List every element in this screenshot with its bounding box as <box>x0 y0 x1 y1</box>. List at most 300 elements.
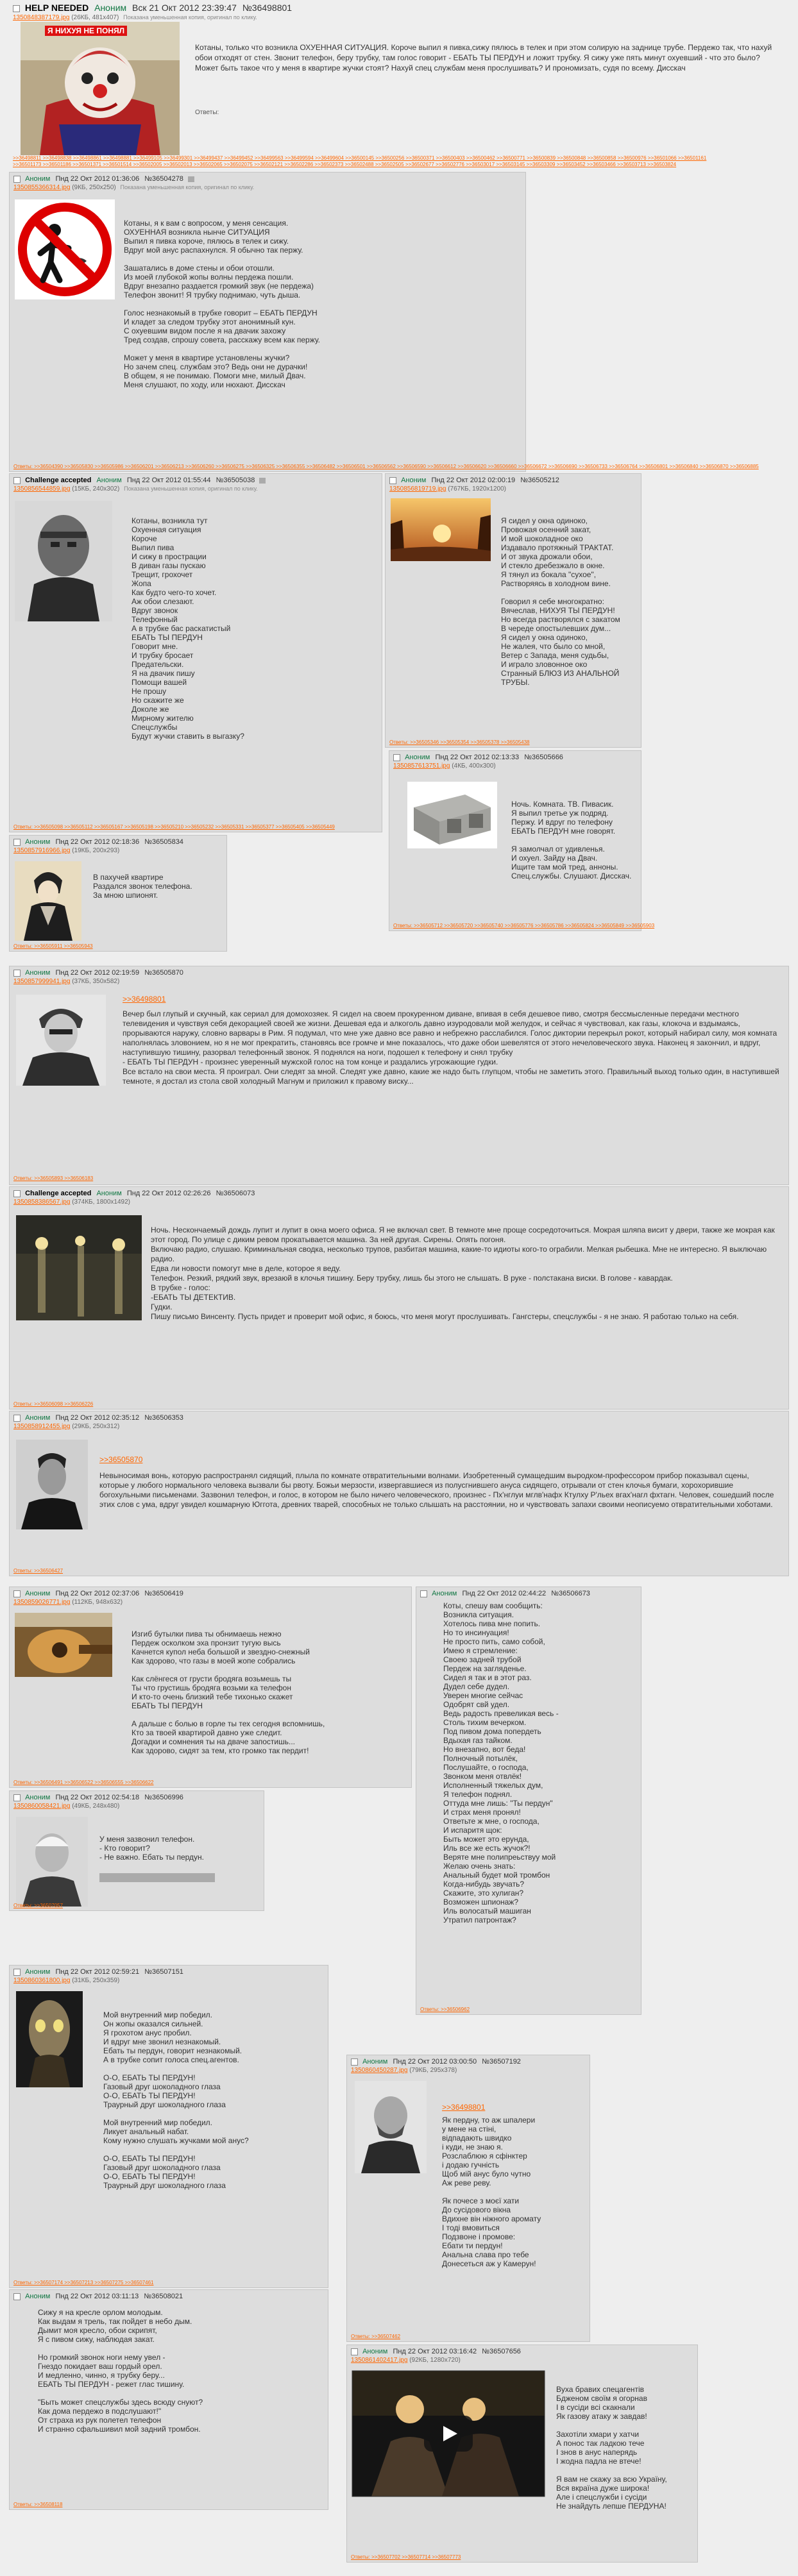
post-name: Аноним <box>432 1590 457 1597</box>
post-name: Аноним <box>25 175 51 183</box>
message-line: Своею задней трубой <box>443 1655 522 1664</box>
post-number[interactable]: №36505038 <box>216 476 255 484</box>
post-file-link[interactable]: 1350858386567.jpg <box>13 1199 71 1206</box>
post-message <box>442 2094 584 2277</box>
post-file-meta: (19КБ, 200x293) <box>72 847 120 854</box>
message-line: Утратил патронтаж? <box>443 1915 516 1924</box>
message-line: "Быть может спецслужбы здесь всюду снуют? <box>38 2398 203 2407</box>
message-line <box>38 2389 320 2398</box>
message-line: Аж обои слезают. <box>132 597 194 606</box>
message-line: ЕБАТЬ ТЫ ПЕРДУН <box>132 633 203 642</box>
message-line: Возникла ситуация. <box>443 1610 514 1619</box>
post-file-link[interactable]: 1350858912455.jpg <box>13 1423 71 1430</box>
post-image[interactable] <box>15 501 112 621</box>
message-line <box>124 255 522 264</box>
post-answers[interactable]: Ответы: >>36505098 >>36505112 >>36505167 >>36505198 >>36505210 >>36505232 >>36505331 >>36505377 >>36505405 >>36505449 <box>13 824 335 830</box>
message-line: Дудел себе дудел. <box>443 1682 510 1691</box>
post-message <box>511 800 637 880</box>
message-line: ОХУЕННАЯ возникла нынче СИТУАЦИЯ <box>124 228 270 237</box>
post-date: Пнд 22 Окт 2012 01:36:06 <box>55 175 140 183</box>
post-file-meta: (79КБ, 295x378) <box>409 2067 457 2074</box>
post-date: Пнд 22 Окт 2012 02:54:18 <box>55 1794 140 1801</box>
message-line: Странный БЛЮЗ ИЗ АНАЛЬНОЙ ТРУБЫ. <box>501 669 620 687</box>
post-date: Пнд 22 Окт 2012 02:26:26 <box>126 1190 211 1197</box>
message-line: О-О, ЕБАТЬ ТЫ ПЕРДУН! <box>103 2172 196 2181</box>
post-checkbox[interactable] <box>13 970 21 977</box>
message-line: Ликует анальный набат. <box>103 2127 189 2136</box>
message-line: Вся вкраїна дуже широка! <box>556 2484 650 2493</box>
message-line: Коты, спешу вам сообщить: <box>443 1601 543 1610</box>
post-file-link[interactable]: 1350857613751.jpg <box>393 762 450 770</box>
message-line: Ведь радость превеликая весь - <box>443 1709 559 1718</box>
post-message <box>99 1455 779 1510</box>
message-line: Ищите там мой тред, анноны. <box>511 863 618 871</box>
post-checkbox[interactable] <box>13 1415 21 1422</box>
post-36505038 <box>9 473 382 832</box>
post-number[interactable]: №36508021 <box>144 2293 183 2300</box>
message-line: Не прошу <box>132 687 167 696</box>
post-36506419 <box>9 1587 412 1788</box>
post-answers[interactable]: Ответы: >>36507174 >>36507213 >>36507275 >>36507461 <box>13 2280 154 2286</box>
message-line: Я тянул из бокала "сухое", <box>501 570 597 579</box>
op-checkbox[interactable] <box>13 5 20 12</box>
message-line: О-О, ЕБАТЬ ТЫ ПЕРДУН! <box>103 2154 196 2163</box>
post-image[interactable] <box>16 995 106 1086</box>
post-answers[interactable]: Ответы: >>36504390 >>36505830 >>36505986 >>36506201 >>36506213 >>36506260 >>36506275 >>36506325 >>36506355 >>36506482 >>36506501 >>36506562 >>36506590 >>36506612 >>36506620 >>36506660 >>36506672 >>36506690 >>36506733 >>36506764 >>36506801 >>36506840 >>36506870 >>36506885 <box>13 464 759 469</box>
post-file-meta: (767КБ, 1920x1200) <box>448 485 506 492</box>
message-line: Вдруг звонок <box>132 606 178 615</box>
post-reply-link[interactable]: >>36505870 <box>99 1455 143 1464</box>
post-number[interactable]: №36506996 <box>144 1794 183 1801</box>
post-progress-bar <box>99 1873 215 1882</box>
message-line: И сижу в прострации <box>132 552 207 561</box>
post-file-link[interactable]: 1350857999941.jpg <box>13 978 71 985</box>
message-line <box>132 1665 406 1674</box>
message-line: Но зачем спец. службам это? Ведь они не дурачки! <box>124 362 308 371</box>
post-36505666 <box>389 750 655 931</box>
message-line: Из моей глубокой жопы волны пердежа пошли. <box>124 273 294 282</box>
message-line: Будут жучки ставить в выгазку? <box>132 732 244 741</box>
post-36506353 <box>9 1411 789 1576</box>
post-answers[interactable]: Ответы: >>36508118 <box>13 2502 63 2507</box>
message-line: Как будто чего-то хочет. <box>132 588 217 597</box>
message-line: И страх меня пронял! <box>443 1808 521 1817</box>
post-date: Пнд 22 Окт 2012 02:44:22 <box>462 1590 547 1597</box>
message-line: Телефон звонит! Я трубку поднимаю, чуть дыша. <box>124 290 301 299</box>
message-line: Догадки и сомнения ты на двачe запостишь... <box>132 1737 295 1746</box>
post-number[interactable]: №36506673 <box>551 1590 590 1597</box>
post-file-meta: (4КБ, 400x300) <box>452 762 496 770</box>
message-line: Спецслужбы <box>132 723 178 732</box>
post-checkbox[interactable] <box>13 1590 21 1597</box>
post-checkbox[interactable] <box>13 1794 21 1801</box>
post-checkbox[interactable] <box>351 2058 358 2066</box>
post-checkbox[interactable] <box>389 477 396 484</box>
post-image[interactable] <box>15 861 81 941</box>
post-image[interactable] <box>16 1440 88 1529</box>
message-line: И трубку бросает <box>132 651 194 660</box>
message-line: Он жопы оказался сильней. <box>103 2019 203 2028</box>
op-image-caption: Я НИХУЯ НЕ ПОНЯЛ <box>45 26 127 36</box>
message-line: И медленно, чинно, я трубку беру... <box>38 2371 165 2380</box>
post-image[interactable] <box>16 1817 88 1907</box>
message-line: Иль волосатый машиган <box>443 1907 531 1915</box>
post-text: Вечер был глупый и скучный, как сериал для домохозяек. Я сидел на своем прокуренном диване, впивая в себя дешевое пиво, смотря бессмысленные передачи местного телевидения и чувствуя себя декорацией своей же жизни. Дешевая еда и алкоголь давно изуродовали мой желудок, и сейчас я чувствовал, как газы, клокоча и вздымаясь, прорываются наружу, словно варвары в Рим. Я подумал, что мне уже давно все равно и небрежно расслабился. Голос диктории перекрыл рокот, который набирал силу, моя комната наполнялась зловонием, но я не мог прекратить, становясь все громче и мне показалось, что даже обои шевелятся от этого нечеловеческого звука. Наконец я закончил, и вдруг, наступившую тишину, разорвал телефонный звонок. Я поднялся на ноги, подошел к телефону и снял трубку - ЕБАТЬ ТЫ ПЕРДУН - произнес уверенный мужской голос на том конце и раздались угрожающие гудки. Все встало на свои места. Я проиграл. Они следят за мной. Следят уже давно, какие же надо быть глупцом, чтобы не заметить этого. Правильный выход только один, в наступившей темноте, я достал из стола свой холодный Магнум и приложил к правому виску... <box>123 1009 779 1086</box>
message-line: Пержу. И вдруг по телефону <box>511 818 613 827</box>
message-line <box>511 836 637 845</box>
message-line: Я сидел у окна одиноко, <box>501 516 588 525</box>
message-line: Столь тихим вечерком. <box>443 1718 527 1727</box>
op-date: Вск 21 Окт 2012 23:39:47 <box>132 3 237 13</box>
message-line: Говорил я себе многократно: <box>501 597 604 606</box>
post-36508021 <box>9 2289 328 2510</box>
post-number[interactable]: №36506073 <box>216 1190 255 1197</box>
message-line: От страха из рук полетел телефон <box>38 2416 162 2425</box>
message-line: І знов в анус наперядь <box>556 2448 638 2457</box>
message-line: И стекло дребезжало в окне. <box>501 561 605 570</box>
post-file-meta: (29КБ, 250x312) <box>72 1423 120 1430</box>
post-answers[interactable]: Ответы: >>36505712 >>36505720 >>36505740 >>36505776 >>36505786 >>36505824 >>36505849 >>36505903 <box>393 923 655 929</box>
message-line: ЕБАТЬ ТЫ ПЕРДУН - режет глас тишину. <box>38 2380 185 2389</box>
message-line: Як газову атаку ж завдав! <box>556 2412 647 2421</box>
message-line: До сусідового вікна <box>442 2205 511 2214</box>
message-line: Ебать ты пердун, говорит незнакомый. <box>103 2046 242 2055</box>
message-line: Сижу я на кресле орлом молодым. <box>38 2308 163 2317</box>
message-line: І в сусіди всі скакнали <box>556 2403 635 2412</box>
post-checkbox[interactable] <box>13 176 21 183</box>
message-line <box>132 1710 406 1719</box>
post-checkbox[interactable] <box>393 754 400 761</box>
post-image[interactable] <box>15 1613 112 1677</box>
message-line: у мене на стіні, <box>442 2125 497 2134</box>
post-number[interactable]: №36505834 <box>144 838 183 846</box>
post-number[interactable]: №36504278 <box>144 175 183 183</box>
message-line: Телефонный <box>132 615 178 624</box>
post-file-hint: Показана уменьшенная копия, оригинал по клику. <box>124 485 258 492</box>
message-line: Провожая осенний закат, <box>501 525 591 534</box>
message-line: И испаритя щок: <box>443 1826 502 1835</box>
message-line <box>124 299 522 308</box>
post-name: Аноним <box>362 2348 388 2355</box>
message-line: Котаны, возникла тут <box>132 516 208 525</box>
message-line: Не жалея, что было со мной, <box>501 642 606 651</box>
message-line: Я выпил третье уж подряд. <box>511 809 609 818</box>
message-line: Не просто пить, само собой, <box>443 1637 545 1646</box>
message-line: Но то инсинуация! <box>443 1628 509 1637</box>
post-date: Пнд 22 Окт 2012 02:18:36 <box>55 838 140 846</box>
post-text <box>442 2116 584 2268</box>
message-line: Пердеж на загляденье. <box>443 1664 527 1673</box>
message-line: Как выдам я трель, так пойдет в небо дым. <box>38 2317 192 2326</box>
message-line: У меня зазвонил телефон. <box>99 1835 195 1844</box>
message-line: Голос незнакомый в трубке говорит – ЕБАТЬ ПЕРДУН <box>124 308 318 317</box>
message-line: Выпил я пивка корочe, пялюсь в телек и сижу. <box>124 237 289 246</box>
post-answers[interactable]: Ответы: >>36507702 >>36507714 >>36507773 <box>351 2554 461 2560</box>
post-36507192 <box>346 2055 590 2342</box>
message-line: Траурный друг шоколадного глаза <box>103 2181 226 2190</box>
post-message <box>124 219 522 389</box>
message-line: - Кто говорит? <box>99 1844 150 1853</box>
message-line: В пахучей квартире <box>93 873 164 882</box>
message-line: Подзвоне і промове: <box>442 2232 516 2241</box>
message-line: О-О, ЕБАТЬ ТЫ ПЕРДУН! <box>103 2073 196 2082</box>
post-36507151 <box>9 1965 328 2288</box>
message-line: Вдыхая газ тайком. <box>443 1736 513 1745</box>
post-answers[interactable]: Ответы: >>36506427 <box>13 1568 64 1574</box>
post-date: Пнд 22 Окт 2012 03:16:42 <box>393 2348 477 2355</box>
message-line: Быть может это ерунда, <box>443 1835 529 1844</box>
post-message <box>93 873 221 900</box>
post-answers[interactable]: Ответы: >>36505911 >>36505943 <box>13 943 93 949</box>
post-file-meta: (49КБ, 248x480) <box>72 1803 120 1810</box>
post-file-link[interactable]: 1350860361800.jpg <box>13 1977 71 1984</box>
post-message <box>99 1835 260 1862</box>
post-checkbox[interactable] <box>13 477 21 484</box>
play-icon[interactable] <box>424 2416 473 2452</box>
message-line: відпадають швидко <box>442 2134 512 2142</box>
post-file-link[interactable]: 1350857916966.jpg <box>13 847 71 854</box>
message-line: Траурный друг шоколадного глаза <box>103 2100 226 2109</box>
post-checkbox[interactable] <box>13 839 21 846</box>
message-line: И вдруг мне звонил незнакомый. <box>103 2037 221 2046</box>
post-36507656 <box>346 2344 698 2563</box>
post-image[interactable] <box>16 1215 142 1320</box>
post-file-link[interactable]: 1350861402417.jpg <box>351 2357 408 2364</box>
message-line <box>501 588 637 597</box>
message-line: Возможен шпионаж? <box>443 1898 518 1907</box>
post-number[interactable]: №36505870 <box>144 969 183 977</box>
message-line: Тред создав, спрошу совета, расскажу всем как пержу. <box>124 335 320 344</box>
post-name: Аноним <box>401 476 427 484</box>
post-name: Аноним <box>25 838 51 846</box>
post-file-link[interactable]: 1350855366314.jpg <box>13 184 71 191</box>
post-image[interactable] <box>15 199 115 299</box>
message-line: Может у меня в квартире установлены жучки? <box>124 353 290 362</box>
message-line: Розслаблюю я сфінктер <box>442 2151 527 2160</box>
post-name: Аноним <box>25 969 51 977</box>
message-line: Жопа <box>132 579 151 588</box>
message-line: Как слёнгеся от грусти бродяга возьмешь ты <box>132 1674 292 1683</box>
message-line: Кому нужно слушать жучками мой анус? <box>103 2136 249 2145</box>
post-number[interactable]: №36507656 <box>482 2348 521 2355</box>
message-line: Как здорово, сидят за тем, кто громко так пердит! <box>132 1746 309 1755</box>
message-line: Изгиб бутылки пива ты обнимаешь нежно <box>132 1629 282 1638</box>
message-line: Послушайте, о господа, <box>443 1763 529 1772</box>
message-line: ЕБАТЬ ТЫ ПЕРДУН <box>132 1701 203 1710</box>
message-line: И странно сфальшивил мой задний тромбон. <box>38 2425 201 2434</box>
post-number[interactable]: №36506419 <box>144 1590 183 1597</box>
message-line: И мой шоколадное око <box>501 534 583 543</box>
message-line: О-О, ЕБАТЬ ТЫ ПЕРДУН! <box>103 2091 196 2100</box>
post-video-thumbnail[interactable] <box>352 2371 545 2496</box>
message-line: Иль все же есть жучок?! <box>443 1844 531 1853</box>
message-line: Вячеслав, НИХУЯ ТЫ ПЕРДУН! <box>501 606 615 615</box>
post-file-meta: (31КБ, 250x359) <box>72 1977 120 1984</box>
message-line: Як пердну, то аж шпалери <box>442 2116 536 2125</box>
message-line: В общем, я не понимаю. Помоги мне, милый Двач. <box>124 371 306 380</box>
message-line: Но громкий звонок ноги нему увел - <box>38 2353 166 2362</box>
op-answers-line2[interactable]: >>36501173 >>36501186 >>36501371 >>36501514 >>36502005 >>36502013 >>36502065 >>36502075 >>36502121 >>36502286 >>36502373 >>36502488 >>36502505 >>36502677 >>36502776 >>36503017 >>36503145 >>36503309 >>36503452 >>36503466 >>36503713 >>36503824 <box>13 162 677 167</box>
post-checkbox[interactable] <box>420 1590 427 1597</box>
message-line: і куди, не знаю я. <box>442 2142 503 2151</box>
post-image[interactable] <box>391 498 491 561</box>
message-line: И играло зловонное око <box>501 660 588 669</box>
post-reply-link[interactable]: >>36498801 <box>123 995 166 1004</box>
message-line: Когда-нибудь звучать? <box>443 1880 524 1889</box>
post-36506996 <box>9 1790 264 1911</box>
message-line: Оттуда мне лишь: "Ты пердун" <box>443 1799 553 1808</box>
post-answers[interactable]: Ответы: >>36506098 >>36506226 <box>13 1401 94 1407</box>
op-answers-line1[interactable]: >>36498811 >>36498838 >>36498861 >>36498881 >>36499105 >>36499301 >>36499437 >>36499452 >>36499563 >>36499594 >>36499604 >>36500145 >>36500256 >>36500371 >>36500403 >>36500462 >>36500771 >>36500839 >>36500848 >>36500858 >>36500976 >>36501066 >>36501161 <box>13 155 707 161</box>
post-checkbox[interactable] <box>13 1190 21 1197</box>
post-answers[interactable]: Ответы: >>36505893 >>36506183 <box>13 1175 94 1181</box>
message-line: Охуенная ситуация <box>132 525 201 534</box>
message-line: И охуел. Зайду на Двач. <box>511 854 598 863</box>
hide-post-icon[interactable] <box>188 176 194 182</box>
message-line: Як почесе з моєї хати <box>442 2196 520 2205</box>
message-line: Ебати ти пердун! <box>442 2241 503 2250</box>
op-image[interactable] <box>21 22 180 155</box>
post-checkbox[interactable] <box>13 1969 21 1976</box>
post-image[interactable] <box>16 1991 83 2087</box>
post-answers[interactable]: Ответы: >>36507057 <box>13 1903 64 1908</box>
post-36505870 <box>9 966 789 1185</box>
message-line: Зашатались в доме стены и обои отошли. <box>124 264 275 273</box>
message-line: И от звука дрожали обои, <box>501 552 593 561</box>
message-line: Ветер с Запада, меня судьбы, <box>501 651 609 660</box>
message-line <box>556 2466 693 2475</box>
message-line: Я сидел у окна одиноко, <box>501 633 588 642</box>
message-line: Звонком меня отвлёк! <box>443 1772 522 1781</box>
post-subject: Challenge accepted <box>25 1190 92 1197</box>
post-reply-link[interactable]: >>36498801 <box>442 2103 486 2112</box>
post-text: Невыносимая вонь, которую распространял сидящий, плыла по комнате отвратительными волнами. Изобретенный сумащедшим выродком-профессором прибор показывал сцены, которые у любого нормального человека вызвали бы рвоту. Божьи мерзости, извергавшиеся из полусгнившего ануса сидящего, отрывали от стен клочья бумаги, хорохорившие богохульными письменами. Зазвонил телефон, и голос, в котором не было ничего человеческого, произнес - Пх'нглуи мглв'нафх Ктулху Р'льех вгах'нагл фхтагн. Человек, сошедший после этих слов с ума, вдруг увидел кошмарную Юггота, древних тварей, способных не только слышать на расстоянии, но и чувствовать запахи своими неописуемо отвратительными хоботами. <box>99 1471 774 1509</box>
post-number[interactable]: №36506353 <box>144 1414 183 1422</box>
post-36505212 <box>385 473 641 748</box>
message-line: Ты что грустишь бродяга возьми ка телефон <box>132 1683 291 1692</box>
message-line: Вдихне він ніжного аромату <box>442 2214 541 2223</box>
message-line: А понос так ладкою тече <box>556 2439 645 2448</box>
post-image[interactable] <box>407 782 497 848</box>
message-line: Анальный будет мой тромбон <box>443 1871 550 1880</box>
post-file-link[interactable]: 1350856544859.jpg <box>13 485 71 492</box>
post-message <box>501 516 637 687</box>
post-file-hint: Показана уменьшенная копия, оригинал по клику. <box>120 184 255 190</box>
message-line: Уверен многие сейчас <box>443 1691 523 1700</box>
message-line: І жодна падла не втече! <box>556 2457 641 2466</box>
message-line: Веряте мне полипреьствуу мой <box>443 1853 556 1862</box>
message-line <box>103 2109 321 2118</box>
message-line: Выпил пива <box>132 543 174 552</box>
message-line: - Не важно. Ебать ты пердун. <box>99 1853 204 1862</box>
hide-post-icon[interactable] <box>259 478 266 484</box>
message-line: Мирному жителю <box>132 714 194 723</box>
post-number[interactable]: №36507192 <box>482 2058 521 2066</box>
post-answers[interactable]: Ответы: >>36507462 <box>351 2334 401 2339</box>
post-file-link[interactable]: 1350859026771.jpg <box>13 1599 71 1606</box>
post-file-link[interactable]: 1350860058421.jpg <box>13 1803 71 1810</box>
post-number[interactable]: №36505666 <box>524 753 563 761</box>
op-number[interactable]: №36498801 <box>242 3 293 13</box>
message-line: Вдруг внезапно раздается громкий звук (не пердежа) <box>124 282 314 290</box>
op-file-link[interactable]: 1350848387179.jpg <box>13 14 70 21</box>
post-answers[interactable]: Ответы: >>36506491 >>36506522 >>36506555 >>36506622 <box>13 1780 154 1785</box>
post-checkbox[interactable] <box>13 2293 21 2300</box>
message-line: Растворяясь в холодном вине. <box>501 579 611 588</box>
post-file-meta: (112КБ, 948x632) <box>72 1599 123 1606</box>
op-file-meta: (26КБ, 481x407) <box>71 14 119 21</box>
post-answers[interactable]: Ответы: >>36505346 >>36505354 >>36505378 >>36505438 <box>389 739 530 745</box>
message-line: Мой внутренний мир победил. <box>103 2010 213 2019</box>
post-file-meta: (15КБ, 240x302) <box>72 485 120 492</box>
message-line <box>124 344 522 353</box>
post-name: Аноним <box>96 476 122 484</box>
message-line: Как здорово, что газы в моей жопе собрались <box>132 1656 296 1665</box>
message-line: Скажите, это хулиган? <box>443 1889 524 1898</box>
post-checkbox[interactable] <box>351 2348 358 2355</box>
message-line: Но всегда растворялся с закатом <box>501 615 620 624</box>
message-line: Как дома пердежо в подслушают!" <box>38 2407 162 2416</box>
message-line: Помощи вашей <box>132 678 187 687</box>
message-line <box>556 2421 693 2430</box>
post-number[interactable]: №36505212 <box>520 476 559 484</box>
message-line: Меня слушают, по ходу, или нюхают. Дисскач <box>124 380 285 389</box>
message-line: А дальше с болью в горле ты тех сегодня вспомнишь, <box>132 1719 325 1728</box>
post-name: Аноним <box>25 1414 51 1422</box>
post-message <box>123 995 779 1086</box>
op-name: Аноним <box>94 3 127 13</box>
message-line: Вдруг мой анус распахнулся. Я обычно так пержу. <box>124 246 303 255</box>
message-line: За мною шпионят. <box>93 891 158 900</box>
post-answers[interactable]: Ответы: >>36506962 <box>420 2007 470 2012</box>
op-subject: HELP NEEDED <box>24 3 89 13</box>
message-line: Мой внутренний мир победил. <box>103 2118 213 2127</box>
post-number[interactable]: №36507151 <box>144 1968 183 1976</box>
message-line: Спец.службы. Слушают. Дисскач. <box>511 871 632 880</box>
post-date: Пнд 22 Окт 2012 02:00:19 <box>431 476 516 484</box>
message-line: А в трубке бас раскатистый <box>132 624 231 633</box>
message-line: Котаны, я к вам с вопросом, у меня сенсация. <box>124 219 289 228</box>
message-line: Качнется купол неба большой и звездно-снежный <box>132 1647 310 1656</box>
message-line: Ответьте ж мне, о господа, <box>443 1817 539 1826</box>
message-line: Газовый друг шоколадного глаза <box>103 2163 221 2172</box>
message-line: Но скажите же <box>132 696 184 705</box>
post-36504278 <box>9 172 759 472</box>
message-line: Газовый друг шоколадного глаза <box>103 2082 221 2091</box>
post-file-link[interactable]: 1350856819719.jpg <box>389 485 446 492</box>
op-post <box>9 0 789 171</box>
post-file-link[interactable]: 1350860450287.jpg <box>351 2067 408 2074</box>
message-line: Захотіли хмари у хатчи <box>556 2430 640 2439</box>
message-line: Издавало протяжный ТРАКТАТ. <box>501 543 614 552</box>
message-line: Желаю очень знать: <box>443 1862 516 1871</box>
message-line: Ночь. Комната. ТВ. Пивасик. <box>511 800 614 809</box>
post-image[interactable] <box>355 2081 427 2173</box>
message-line: Не знайдуть лепше ПЕРДУНА! <box>556 2502 666 2511</box>
post-file-meta: (92КБ, 1280x720) <box>409 2357 461 2364</box>
post-name: Аноним <box>25 1794 51 1801</box>
message-line: Одобрят свй удел. <box>443 1700 510 1709</box>
post-name: Аноним <box>405 753 430 761</box>
message-line: Полночный потылёк, <box>443 1754 518 1763</box>
post-message <box>132 516 375 741</box>
post-file-meta: (37КБ, 350x582) <box>72 978 120 985</box>
post-name: Аноним <box>25 2293 51 2300</box>
post-date: Пнд 22 Окт 2012 02:59:21 <box>55 1968 140 1976</box>
post-message <box>38 2308 320 2434</box>
message-line <box>442 2187 584 2196</box>
message-line <box>103 2145 321 2154</box>
